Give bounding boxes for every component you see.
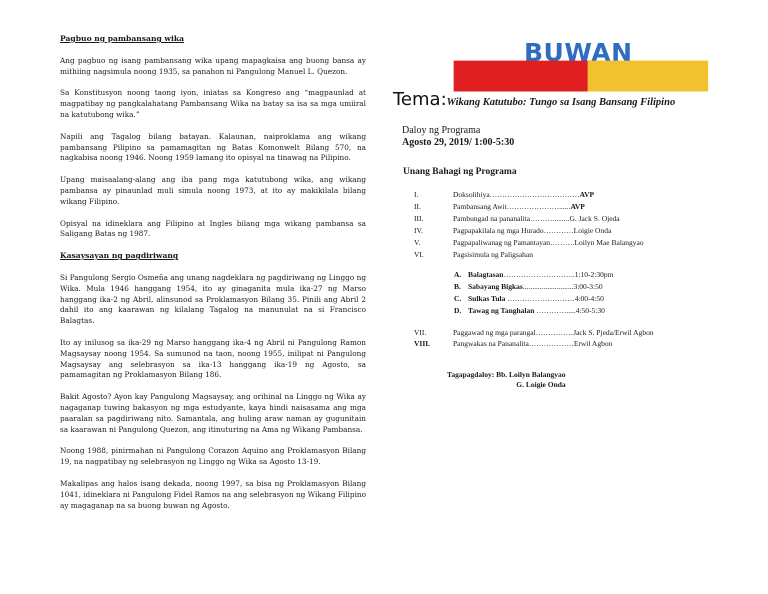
tagapagdaloy-line2: G. Loigie Onda	[516, 380, 566, 389]
history-column	[60, 34, 366, 522]
item-number: IV.	[414, 226, 423, 235]
contest-item	[414, 306, 654, 316]
paragraph: Napili ang Tagalog bilang batayan. Kalaunan, naiproklama ang wikang pambansang Pilipino sa pamamagitan ng Batas Komonwelt Bilang 570, na nagkabisa noong 1946. Noong 1959 lamang ito opisyal na tinawag na Pilipino.	[60, 131, 366, 163]
paragraph: Noong 1988, pinirmahan ni Pangulong Corazon Aquino ang Proklamasyon Bilang 19, na nagpatibay ng selebrasyon ng Linggo ng Wika sa Agosto 13-19.	[60, 446, 366, 467]
daloy-label: Daloy ng Programa	[402, 125, 481, 136]
contest-time: 4:00-4:50	[574, 294, 604, 303]
contest-item	[414, 294, 654, 304]
item-number: III.	[414, 214, 424, 223]
item-text-wrap	[453, 339, 612, 348]
decorative-letters: ██████	[588, 62, 708, 92]
contest-letter: C.	[454, 294, 462, 303]
paragraph: Ang pagbuo ng isang pambansang wika upang mapagkaisa ang buong bansa ay mithiing nagsimula noong 1935, sa panahon ni Pangulong Manuel L. Quezon.	[60, 55, 366, 76]
paragraph: Upang maisaalang-alang ang iba pang mga katutubong wika, ang wikang pambansa ay pinaunlad muli simula noong 1973, at ito ay makikilala bilang wikang Filipino.	[60, 175, 366, 206]
item-text: Pagpapaliwanag ng Pamantayan……….	[453, 238, 575, 247]
contest-dots: ………………………	[505, 294, 575, 303]
item-text: Pangwakas na Pananalita………………	[453, 339, 574, 348]
paragraph: Opisyal na idineklara ang Filipino at Ingles bilang mga wikang pambansa sa Saligang Batas ng 1987.	[60, 218, 366, 239]
item-text: Pambungad na pananalita……….........	[453, 214, 570, 223]
item-text-wrap	[453, 250, 533, 259]
contest-text	[468, 282, 603, 291]
program-header	[402, 125, 514, 149]
item-text: Doksolihiya………………………………	[453, 190, 580, 199]
item-person: G. Jack S. Ojeda	[569, 214, 620, 223]
item-person: AVP	[579, 190, 595, 199]
contest-name: Balagtasan	[468, 270, 504, 279]
tema-text: Wikang Katutubo: Tungo sa Isang Bansang Filipino	[446, 97, 676, 108]
contest-name: Tawag ng Tanghalan	[468, 306, 535, 315]
item-text-wrap	[453, 226, 611, 235]
contest-item	[414, 282, 654, 292]
tema	[393, 89, 675, 110]
section-title-kasaysayan: Kasaysayan ng pagdiriwang	[60, 251, 179, 261]
item-text: Pagsisimula ng Paligsahan	[453, 250, 533, 259]
contest-item	[414, 270, 654, 280]
item-text: Pambansang Awit…………………......	[453, 202, 571, 211]
item-number: VIII.	[414, 339, 431, 348]
item-person: Loigie Onda	[573, 226, 612, 235]
item-person: Loilyn Mae Balangyao	[574, 238, 644, 247]
contest-time: 4:50-5:30	[575, 306, 605, 315]
contest-dots: ………….....	[534, 306, 576, 315]
item-text-wrap	[453, 190, 594, 199]
item-person: Jack S. Pjeda/Erwil Agbon	[573, 328, 654, 337]
section-title-pagbuo: Pagbuo ng pambansang wika	[60, 34, 185, 43]
item-number: I.	[414, 190, 419, 199]
contest-letter: B.	[454, 282, 461, 291]
item-text: Paggawad ng mga parangal……………	[453, 328, 574, 337]
unang-bahagi-title: Unang Bahagi ng Programa	[403, 167, 517, 177]
title-wika-decoration	[452, 62, 708, 92]
paragraph: Ito ay inilusog sa ika-29 ng Marso hanggang ika-4 ng Abril ni Pangulong Ramon Magsaysay noong 1954. Sa sumunod na taon, noong 1955, inilipat ni Pangulong Magsaysay ang selebrasyon sa ika-13 hanggang ika-19 ng Agosto, sa pamamagitan ng Proklamasyon Bilang 186.	[60, 337, 366, 380]
paragraph: Makalipas ang halos isang dekada, noong 1997, sa bisa ng Proklamasyon Bilang 1041, idineklara ni Pangulong Fidel Ramos na ang selebrasyon ng Wikang Filipino ay magaganap na sa buong buwan ng Agosto.	[60, 478, 366, 510]
item-text-wrap	[453, 328, 654, 337]
item-text: Pagpapakilala ng mga Hurado…………	[453, 226, 574, 235]
contest-time: 1:10-2:30pm	[574, 270, 614, 279]
contest-name: Sabayang Bigkas	[468, 282, 523, 291]
tagapagdaloy	[447, 370, 617, 390]
paragraph: Si Pangulong Sergio Osmeña ang unang nagdeklara ng pagdiriwang ng Linggo ng Wika. Mula 1946 hanggang 1954, ito ay ginaganita mula ika-27 ng Marso hanggang ika-2 ng Abril, alinsunod sa Proklamasyon Bilang 35. Pinili ang Abril 2 dahil ito ang kaarawan ng kilalang Tagalog na manunulat na si Francisco Balagtas.	[60, 272, 366, 326]
decorative-letters: ███████	[454, 62, 594, 92]
item-number: VI.	[414, 250, 424, 259]
item-text-wrap	[453, 214, 620, 223]
item-person: AVP	[570, 202, 585, 211]
tema-label: Tema:	[393, 89, 447, 110]
paragraph: Sa Konstitusyon noong taong iyon, iniatas sa Kongreso ang “magpaunlad at magpatibay ng pangkalahatang Pambansang Wika na batay sa isa sa mga umiiral na katutubong wika.”	[60, 88, 366, 119]
contest-time: 3:00-3:50	[573, 282, 603, 291]
tagapagdaloy-line1: Tagapagdaloy: Bb. Loilyn Balangyao	[447, 370, 566, 379]
item-number: II.	[414, 202, 421, 211]
item-number: V.	[414, 238, 421, 247]
contest-text	[468, 294, 604, 303]
item-number: VII.	[414, 328, 427, 337]
title-buwan: BUWAN	[524, 38, 633, 67]
contest-text	[468, 306, 605, 315]
item-person: Erwil Agbon	[573, 339, 613, 348]
item-text-wrap	[453, 202, 585, 211]
contest-dots: ...........................	[522, 282, 574, 291]
program-date: Agosto 29, 2019/ 1:00-5:30	[402, 137, 515, 148]
paragraph: Bakit Agosto? Ayon kay Pangulong Magsaysay, ang orihinal na Linggo ng Wika ay nagaganap tuwing bakasyon ng mga estudyante, kaya hindi naisasama ang mga paaralan sa pagdiriwang nito. Samantala, ang huling araw naman ay gugunitain sa kaarawan ni Pangulong Quezon, ang itinuturing na Ama ng Wikang Pambansa.	[60, 392, 366, 434]
item-text-wrap	[453, 238, 644, 247]
contest-name: Sulkas Tula	[468, 294, 506, 303]
contest-letter: A.	[454, 270, 462, 279]
contest-text	[468, 270, 613, 279]
contest-dots: ………………………..	[503, 270, 575, 279]
contest-letter: D.	[454, 306, 462, 315]
